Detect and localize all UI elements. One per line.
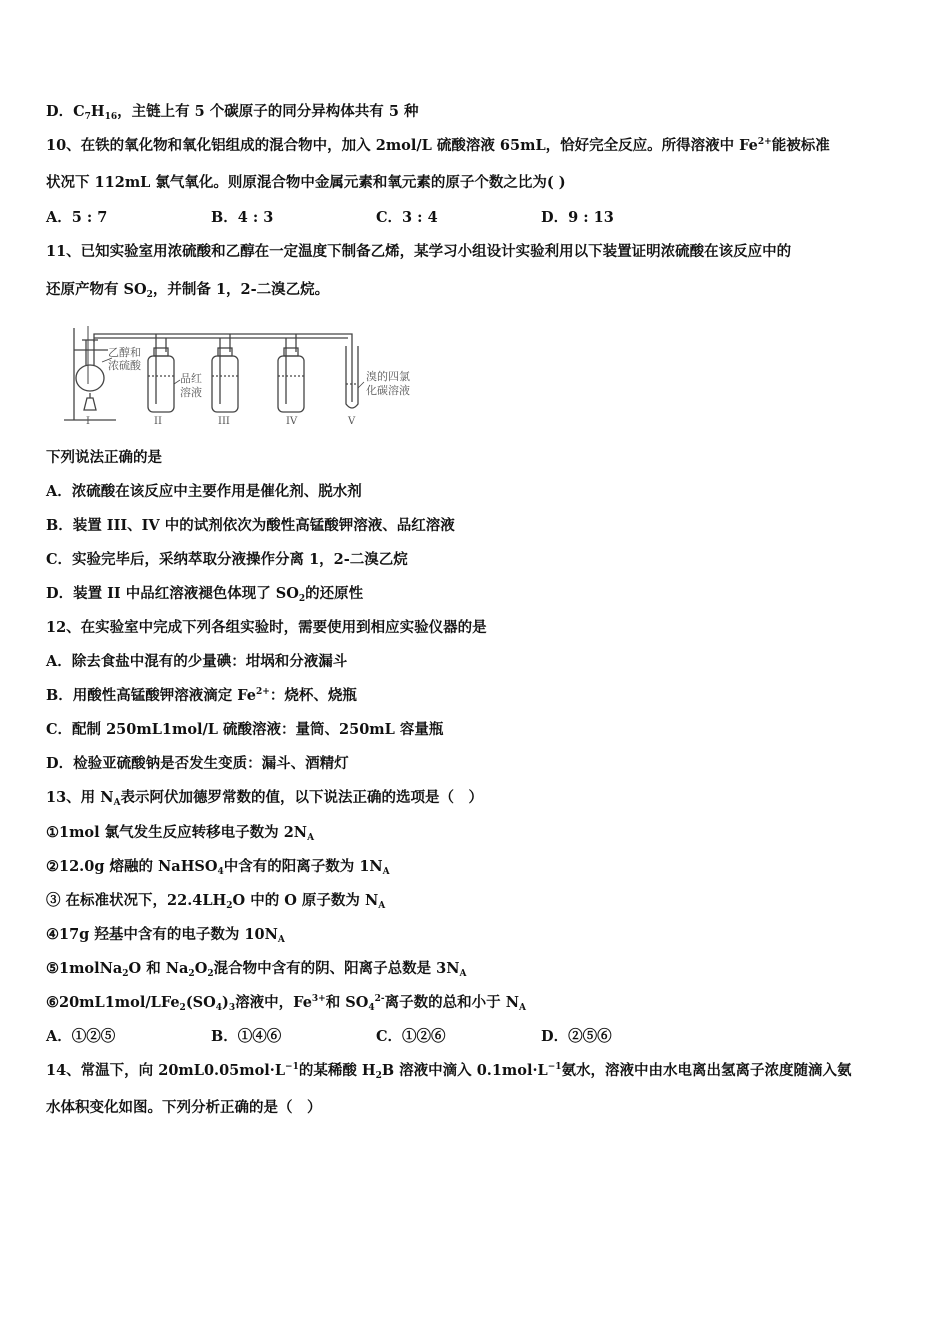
- q13-statement-3: [46, 891, 385, 911]
- subscript: 3: [228, 1003, 236, 1013]
- text: 13、用 N: [46, 789, 114, 806]
- text: 中含有的阳离子数为 1N: [223, 858, 383, 875]
- text: ⑤1molNa: [46, 960, 123, 977]
- q13-statement-5: [46, 959, 466, 979]
- q13-option-b: B．①④⑥: [211, 1028, 282, 1045]
- q10-option-d: D．9 : 13: [541, 209, 614, 226]
- text: O 和 Na: [128, 960, 189, 977]
- q11-stem-line1: 11、已知实验室用浓硫酸和乙醇在一定温度下制备乙烯，某学习小组设计实验利用以下装置证明浓硫酸在该反应中的: [46, 243, 792, 260]
- text: 表示阿伏加德罗常数的值，以下说法正确的选项是（ ）: [120, 789, 483, 806]
- subscript: 2: [122, 969, 129, 979]
- label-ccl4-solution: 化碳溶液: [366, 384, 410, 397]
- q12-option-b: [46, 686, 357, 706]
- text: B．用酸性高锰酸钾溶液滴定 Fe: [46, 687, 257, 704]
- q12-option-c: C．配制 250mL1mol/L 硫酸溶液：量筒、250mL 容量瓶: [46, 721, 444, 738]
- q14-stem-line1: [46, 1061, 852, 1081]
- q11-prompt: 下列说法正确的是: [46, 449, 162, 466]
- subscript: 16: [104, 112, 118, 122]
- subscript: 2: [146, 290, 153, 300]
- text: 溶液中，Fe: [235, 994, 312, 1011]
- text: ，主链上有 5 个碳原子的同分异构体共有 5 种: [117, 103, 419, 120]
- superscript: 2+: [757, 137, 772, 147]
- superscript: 2+: [256, 687, 270, 697]
- flask-body: [76, 365, 104, 391]
- q11-option-c: C．实验完毕后，采纳萃取分液操作分离 1，2-二溴乙烷: [46, 551, 408, 568]
- q10-stem-line1: [46, 136, 830, 156]
- roman-iv: IV: [286, 416, 298, 427]
- subscript: 2: [226, 901, 233, 911]
- bottle-iii: [212, 356, 238, 412]
- subscript: 2: [179, 1003, 186, 1013]
- text: ①1mol 氯气发生反应转移电子数为 2N: [46, 824, 308, 841]
- roman-i: I: [86, 416, 90, 427]
- text: ：烧杯、烧瓶: [269, 687, 357, 704]
- text: 的还原性: [305, 585, 364, 602]
- subscript: 2: [375, 1071, 382, 1081]
- text: D．C: [46, 103, 85, 120]
- subscript: A: [518, 1003, 526, 1013]
- bottle-iv: [278, 356, 304, 412]
- subscript: 7: [84, 112, 91, 122]
- text: 离子数的总和小于 N: [384, 994, 519, 1011]
- text: 10、在铁的氧化物和氧化铝组成的混合物中，加入 2mol/L 硫酸溶液 65mL，恰好完全反应。所得溶液中 Fe: [46, 137, 758, 154]
- subscript: A: [113, 798, 121, 808]
- label-ethanol: 乙醇和: [108, 346, 141, 359]
- text: 14、常温下，向 20mL0.05mol·L: [46, 1062, 286, 1079]
- q13-statement-1: [46, 823, 314, 843]
- text: ②12.0g 熔融的 NaHSO: [46, 858, 218, 875]
- q10-option-a: A．5 : 7: [46, 209, 108, 226]
- subscript: A: [307, 833, 315, 843]
- q11-option-d: [46, 584, 363, 604]
- subscript: A: [277, 935, 285, 945]
- subscript: 4: [217, 867, 224, 877]
- text: ⑥20mL1mol/LFe: [46, 994, 180, 1011]
- text: H: [90, 103, 105, 120]
- subscript: 2: [207, 969, 214, 979]
- q12-stem: 12、在实验室中完成下列各组实验时，需要使用到相应实验仪器的是: [46, 619, 487, 636]
- label-solution: 溶液: [180, 386, 202, 399]
- text: 和 SO: [325, 994, 369, 1011]
- q13-statement-4: [46, 925, 285, 945]
- roman-ii: II: [154, 416, 162, 427]
- q12-option-a: A．除去食盐中混有的少量碘：坩埚和分液漏斗: [46, 653, 348, 670]
- subscript: A: [459, 969, 467, 979]
- text: ④17g 羟基中含有的电子数为 10N: [46, 926, 278, 943]
- text: 混合物中含有的阴、阳离子总数是 3N: [213, 960, 460, 977]
- subscript: 4: [368, 1003, 375, 1013]
- subscript: A: [378, 901, 386, 911]
- text: ③ 在标准状况下，22.4LH: [46, 892, 227, 909]
- label-pinhong: 品红: [180, 372, 202, 385]
- superscript: 3+: [311, 994, 326, 1004]
- text: D．装置 II 中品红溶液褪色体现了 SO: [46, 585, 299, 602]
- connecting-tube: [94, 334, 352, 346]
- q11-option-b: B．装置 III、IV 中的试剂依次为酸性高锰酸钾溶液、品红溶液: [46, 517, 455, 534]
- text: 能被标准: [771, 137, 830, 154]
- subscript: 2: [188, 969, 195, 979]
- q13-option-c: C．①②⑥: [376, 1028, 446, 1045]
- q13-stem: [46, 788, 483, 808]
- superscript: −1: [285, 1062, 299, 1072]
- q14-stem-line2: 水体积变化如图。下列分析正确的是（ ）: [46, 1099, 322, 1116]
- superscript: 2-: [374, 994, 385, 1004]
- text: O: [194, 960, 208, 977]
- subscript: 4: [215, 1003, 223, 1013]
- label-bromine: 溴的四氯: [366, 370, 410, 383]
- q12-option-d: D．检验亚硫酸钠是否发生变质：漏斗、酒精灯: [46, 755, 349, 772]
- q13-statement-6: [46, 993, 526, 1013]
- q10-option-b: B．4 : 3: [211, 209, 274, 226]
- text: 氨水，溶液中由水电离出氢离子浓度随滴入氨: [561, 1062, 852, 1079]
- text: 的某稀酸 H: [298, 1062, 376, 1079]
- superscript: −1: [547, 1062, 562, 1072]
- q13-statement-2: [46, 857, 390, 877]
- subscript: A: [382, 867, 390, 877]
- text: 还原产物有 SO: [46, 281, 147, 298]
- q13-option-d: D．②⑤⑥: [541, 1028, 612, 1045]
- q13-option-a: A．①②⑤: [46, 1028, 116, 1045]
- q9-option-d: [46, 102, 419, 122]
- q11-stem-line2: [46, 280, 329, 300]
- subscript: 2: [298, 594, 306, 604]
- text: O 中的 O 原子数为 N: [232, 892, 379, 909]
- q10-option-c: C．3 : 4: [376, 209, 438, 226]
- text: (SO: [185, 994, 216, 1011]
- bottle-ii: [148, 356, 174, 412]
- text: B 溶液中滴入 0.1mol·L: [381, 1062, 548, 1079]
- label-sulfuric-acid: 浓硫酸: [108, 359, 141, 372]
- roman-v: V: [348, 416, 356, 427]
- q10-stem-line2: 状况下 112mL 氯气氧化。则原混合物中金属元素和氧元素的原子个数之比为( ): [46, 174, 566, 191]
- text: ): [222, 994, 229, 1011]
- q11-option-a: A．浓硫酸在该反应中主要作用是催化剂、脱水剂: [46, 483, 362, 500]
- roman-iii: III: [218, 416, 230, 427]
- apparatus-diagram: [46, 318, 436, 428]
- apparatus-figure: [46, 318, 436, 428]
- text: ，并制备 1，2-二溴乙烷。: [152, 281, 330, 298]
